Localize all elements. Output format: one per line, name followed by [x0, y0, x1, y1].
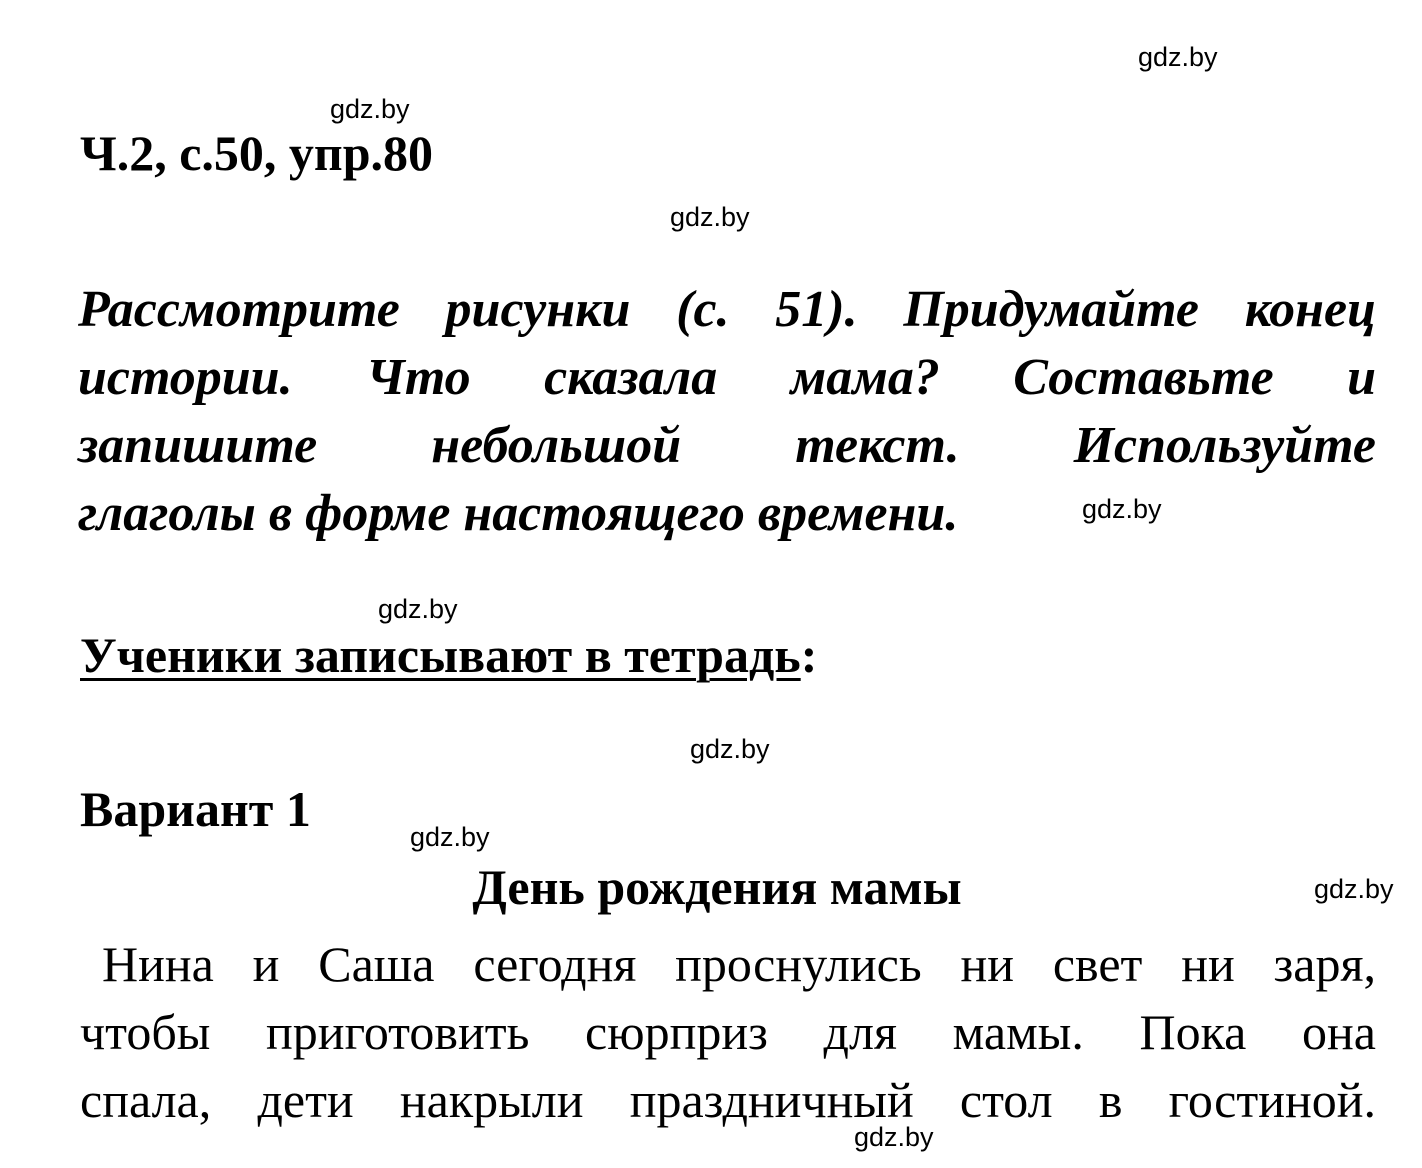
story-line: чтобы приготовить сюрприз для мамы. Пока она — [80, 1004, 1376, 1060]
students-write-colon: : — [800, 627, 818, 683]
watermark: gdz.by — [378, 594, 458, 624]
watermark: gdz.by — [670, 202, 750, 232]
exercise-heading: Ч.2, с.50, упр.80 — [80, 125, 434, 181]
story-text — [80, 930, 1376, 1134]
task-text — [78, 276, 1376, 548]
watermark: gdz.by — [1314, 874, 1394, 904]
story-line: Нина и Саша сегодня проснулись ни свет ни заря, — [102, 936, 1376, 992]
watermark: gdz.by — [690, 734, 770, 764]
students-write-label — [80, 627, 818, 683]
watermark: gdz.by — [1138, 42, 1218, 72]
task-line: Рассмотрите рисунки (с. 51). Придумайте конец — [78, 281, 1376, 338]
watermark: gdz.by — [854, 1122, 934, 1152]
story-title: День рождения мамы — [472, 859, 962, 915]
task-line: глаголы в форме настоящего времени. — [78, 485, 959, 542]
students-write-text: Ученики записывают в тетрадь — [80, 627, 801, 683]
watermark: gdz.by — [410, 822, 490, 852]
watermark: gdz.by — [330, 94, 410, 124]
task-line: запишите небольшой текст. Используйте — [78, 417, 1376, 474]
variant-label: Вариант 1 — [80, 781, 311, 837]
watermark: gdz.by — [1082, 494, 1162, 524]
story-line: спала, дети накрыли праздничный стол в гостиной. — [80, 1072, 1376, 1128]
task-line: истории. Что сказала мама? Составьте и — [78, 349, 1376, 406]
